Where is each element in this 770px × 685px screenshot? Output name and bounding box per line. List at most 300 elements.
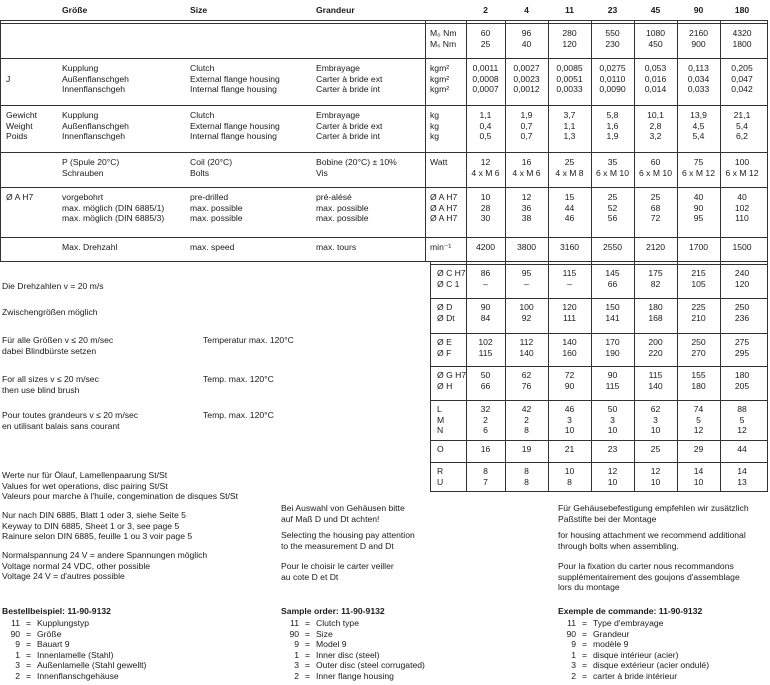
dim-value: 10 (650, 425, 661, 436)
value-cell: 1,1 (479, 110, 492, 120)
value-cell: 2,8 (649, 120, 662, 131)
dim-value: 190 (605, 347, 620, 358)
value-cell: 0,0110 (599, 73, 626, 84)
value-cell: 2160 (688, 28, 709, 38)
value-cell: 1500 (732, 242, 752, 252)
dim-label: U (437, 476, 444, 487)
dim-value: 3 (610, 414, 615, 425)
dim-value: 84 (480, 312, 491, 323)
row-symbol: Poids (6, 131, 28, 142)
label-de: Außenflanschgeh (62, 73, 129, 84)
dim-value: 62 (650, 404, 661, 414)
order-code: 3 (15, 660, 20, 671)
label-fr: max. possible (316, 213, 369, 224)
dim-value: 5 (696, 414, 701, 425)
dim-value: 275 (734, 337, 750, 347)
value-cell: 0,0033 (556, 84, 583, 95)
order-code: 1 (294, 649, 299, 660)
unit-label: M₀ Nm (430, 28, 457, 38)
rule-h (0, 261, 768, 262)
rule-v (720, 20, 721, 262)
label-en: pre-drilled (190, 192, 229, 202)
value-cell: 40 (737, 192, 747, 202)
value-cell: 1080 (645, 28, 666, 38)
dim-value: 115 (562, 268, 577, 278)
value-cell: 120 (562, 38, 577, 49)
value-cell: 0,016 (644, 73, 667, 84)
header-size-value: 11 (564, 5, 575, 15)
housing-note-fr: Pour le choisir le carter veiller (281, 561, 394, 571)
rule-v (591, 20, 592, 262)
value-cell: 1,3 (563, 131, 576, 142)
row-symbol: J (6, 74, 11, 84)
value-cell: 3160 (559, 242, 580, 252)
order-item: Kupplungstyp (37, 618, 90, 628)
value-cell: 96 (521, 28, 532, 38)
dim-label: Ø E (437, 337, 452, 347)
label-de: max. möglich (DIN 6885/3) (62, 213, 165, 224)
dim-value: 200 (648, 337, 663, 347)
value-cell: 4320 (732, 28, 752, 38)
label-fr: Carter à bride int (316, 131, 381, 142)
order-equals: = (305, 660, 311, 671)
dim-value: 115 (648, 370, 663, 380)
value-cell: 44 (564, 202, 575, 213)
order-item: Inner flange housing (316, 671, 394, 681)
value-cell: 36 (521, 202, 532, 213)
dim-value: 14 (737, 466, 747, 476)
dim-value: 295 (734, 347, 750, 358)
bolts-note-en: for housing attachment we recommend additional (558, 530, 746, 540)
rule-h (0, 20, 768, 21)
order-code: 11 (567, 618, 576, 628)
dim-value: 14 (693, 466, 704, 476)
value-cell: 0,0085 (556, 63, 583, 73)
dim-value: 145 (605, 268, 620, 278)
value-cell: 0,034 (687, 73, 710, 84)
order-equals: = (305, 628, 311, 639)
order-equals: = (26, 671, 32, 681)
value-cell: 2120 (645, 242, 666, 252)
wet-note: Values for wet operations, disc pairing St/St (2, 480, 168, 491)
dim-label: R (437, 466, 444, 476)
header-size-de: Größe (62, 5, 88, 15)
dim-value: 250 (734, 302, 750, 312)
value-cell: 28 (480, 202, 491, 213)
value-cell: 0,113 (688, 63, 709, 73)
value-cell: 3800 (516, 242, 537, 252)
dim-value: 10 (564, 466, 575, 476)
dim-value: 205 (734, 380, 750, 391)
value-cell: 0,0027 (513, 63, 540, 73)
label-de: Außenflanschgeh (62, 120, 129, 131)
label-de: Schrauben (62, 167, 104, 178)
dim-value: 102 (478, 337, 493, 347)
value-cell: 90 (693, 202, 704, 213)
rule-v (505, 20, 506, 262)
rule-h (430, 491, 768, 492)
dim-value: 44 (737, 444, 747, 454)
label-en: Clutch (190, 110, 215, 120)
dim-value: 72 (564, 370, 575, 380)
value-cell: 4 x M 6 (512, 167, 541, 178)
order-item: Innenlamelle (Stahl) (37, 649, 114, 660)
dim-value: 180 (734, 370, 750, 380)
value-cell: 900 (691, 38, 706, 49)
dim-value: 105 (691, 278, 706, 289)
order-code: 3 (294, 660, 299, 671)
label-fr: Embrayage (316, 110, 360, 120)
dim-value: 8 (567, 476, 572, 487)
value-cell: 95 (693, 213, 704, 224)
order-code: 2 (15, 671, 20, 681)
label-de: Kupplung (62, 63, 99, 73)
order-equals: = (582, 660, 588, 671)
dim-value: 90 (607, 370, 618, 380)
rule-v (634, 20, 635, 262)
order-equals: = (305, 639, 311, 650)
value-cell: 2550 (602, 242, 623, 252)
label-en: max. possible (190, 202, 243, 213)
value-cell: 46 (564, 213, 575, 224)
label-fr: Embrayage (316, 63, 360, 73)
dim-value: 90 (480, 302, 491, 312)
dim-value: 250 (691, 337, 706, 347)
dim-value: 120 (734, 278, 750, 289)
dim-value: 180 (648, 302, 663, 312)
dim-value: 210 (691, 312, 706, 323)
dim-value: 8 (524, 466, 529, 476)
dim-value: 12 (607, 466, 618, 476)
voltage-note: Voltage 24 V = d'autres possible (2, 571, 125, 582)
wet-note: Valeurs pour marche à l'huile, congemination de disques St/St (2, 491, 239, 502)
value-cell: 0,0008 (472, 73, 499, 84)
din-note: Keyway to DIN 6885, Sheet 1 or 3, see page 5 (2, 520, 180, 531)
rule-v (505, 262, 506, 492)
voltage-note: Voltage normal 24 VDC, other possible (2, 560, 151, 571)
order-item: modèle 9 (593, 639, 629, 650)
order-item: Außenlamelle (Stahl gewellt) (37, 660, 147, 671)
note-fr-2: en utilisant balais sans courant (2, 421, 120, 431)
order-code: 2 (571, 671, 576, 681)
order-equals: = (26, 639, 32, 650)
dim-label: Ø D (437, 302, 453, 312)
value-cell: 280 (562, 28, 577, 38)
dim-value: 19 (521, 444, 532, 454)
value-cell: 0,5 (479, 131, 492, 142)
label-fr: max. possible (316, 202, 369, 213)
dim-value: 225 (691, 302, 706, 312)
label-de: Kupplung (62, 110, 99, 120)
order-item: Größe (37, 628, 62, 639)
dim-value: 8 (524, 425, 529, 436)
dim-label: N (437, 425, 444, 436)
speed-note: Die Drehzahlen v = 20 m/s (2, 281, 104, 291)
value-cell: 0,0012 (513, 84, 540, 95)
label-de: Max. Drehzahl (62, 242, 118, 252)
dim-value: 8 (524, 476, 529, 487)
value-cell: 5,4 (692, 131, 705, 142)
header-size-fr: Grandeur (316, 5, 355, 15)
dim-value: 10 (564, 425, 575, 436)
value-cell: 6 x M 10 (639, 167, 672, 178)
note-en-1: For all sizes v ≤ 20 m/sec (2, 374, 99, 384)
value-cell: 10 (480, 192, 491, 202)
value-cell: 100 (734, 157, 750, 167)
order-equals: = (582, 639, 588, 650)
order-code: 2 (294, 671, 299, 681)
dim-value: 111 (562, 312, 577, 323)
dim-label: Ø Dt (437, 312, 455, 323)
dim-value: 155 (691, 370, 706, 380)
value-cell: 1,6 (606, 120, 619, 131)
housing-note-en: Selecting the housing pay attention (281, 530, 415, 540)
order-equals: = (582, 649, 588, 660)
value-cell: 60 (650, 157, 661, 167)
value-cell: 25 (650, 192, 661, 202)
din-note: Rainure selon DIN 6885, feuille 1 ou 3 voir page 5 (2, 531, 193, 542)
value-cell: 52 (607, 202, 618, 213)
dim-value: 115 (478, 347, 493, 358)
value-cell: 102 (734, 202, 750, 213)
dim-value: 270 (691, 347, 706, 358)
dim-value: 76 (521, 380, 532, 391)
value-cell: 3,2 (649, 131, 662, 142)
value-cell: 6,2 (736, 131, 748, 142)
value-cell: 15 (564, 192, 575, 202)
order-title: Bestellbeispiel: 11-90-9132 (2, 606, 111, 616)
dim-value: – (483, 278, 488, 289)
dim-value: 100 (519, 302, 534, 312)
rule-h (430, 333, 768, 334)
value-cell: 4,5 (692, 120, 705, 131)
row-symbol: Weight (6, 120, 33, 131)
dim-value: 42 (521, 404, 532, 414)
bolts-note-fr: lors du montage (558, 582, 620, 593)
label-de: P (Spule 20°C) (62, 157, 120, 167)
dim-value: 120 (562, 302, 577, 312)
value-cell: 1,1 (563, 120, 576, 131)
value-cell: 0,0023 (513, 73, 540, 84)
value-cell: 13,9 (690, 110, 707, 120)
value-cell: 35 (607, 157, 618, 167)
dim-label: M (437, 414, 445, 425)
intermediate-note: Zwischengrößen möglich (2, 307, 98, 317)
housing-note-de: auf Maß D und Dt achten! (281, 513, 380, 524)
dim-label: Ø F (437, 347, 452, 358)
dim-value: 46 (564, 404, 575, 414)
order-item: Inner disc (steel) (316, 649, 380, 660)
value-cell: 3,7 (563, 110, 576, 120)
voltage-note: Normalspannung 24 V = andere Spannungen möglich (2, 550, 208, 560)
label-fr: Vis (316, 167, 328, 178)
dim-value: 115 (605, 380, 620, 391)
rule-h (0, 237, 768, 238)
dim-value: 236 (734, 312, 750, 323)
value-cell: 550 (605, 28, 620, 38)
header-size-value: 180 (734, 5, 750, 15)
header-size-value: 90 (693, 5, 704, 15)
value-cell: 0,7 (520, 131, 533, 142)
unit-label: Ø A H7 (430, 213, 458, 224)
dim-value: 3 (567, 414, 572, 425)
value-cell: 56 (607, 213, 618, 224)
unit-label: kgm² (430, 63, 450, 73)
dim-label: Ø C H7 (437, 268, 466, 278)
dim-value: 66 (607, 278, 618, 289)
dim-value: 12 (737, 425, 747, 436)
rule-v (677, 262, 678, 492)
dim-value: 66 (480, 380, 491, 391)
order-equals: = (305, 649, 311, 660)
value-cell: 0,014 (644, 84, 667, 95)
order-code: 9 (294, 639, 299, 650)
order-item: Clutch type (316, 618, 359, 628)
unit-label: Ø A H7 (430, 192, 458, 202)
order-item: carter à bride intérieur (593, 671, 678, 681)
rule-v (634, 262, 635, 492)
unit-label: kg (430, 110, 440, 120)
label-fr: pré-alésé (316, 192, 352, 202)
order-item: Size (316, 628, 333, 639)
note-de-2: dabei Blindbürste setzen (2, 346, 97, 356)
dim-value: 170 (605, 337, 620, 347)
label-de: Innenflanschgeh (62, 84, 126, 95)
label-en: External flange housing (190, 73, 280, 84)
dim-value: 92 (521, 312, 532, 323)
value-cell: 1800 (732, 38, 752, 49)
order-item: Bauart 9 (37, 639, 70, 650)
label-fr: Bobine (20°C) ± 10% (316, 157, 397, 167)
wet-note: Werte nur für Ölauf, Lamellenpaarung St/St (2, 470, 168, 480)
unit-label: min⁻¹ (430, 242, 452, 252)
bolts-note-fr: Pour la fixation du carter nous recommandons (558, 561, 734, 571)
dim-value: – (567, 278, 572, 289)
rule-h (430, 366, 768, 367)
housing-note-en: to the measurement D and Dt (281, 540, 394, 551)
value-cell: 4 x M 8 (555, 167, 584, 178)
note-de-temp: Temperatur max. 120°C (203, 335, 294, 345)
order-item: disque intérieur (acier) (593, 649, 679, 660)
order-equals: = (26, 618, 32, 628)
dim-value: 10 (650, 476, 661, 487)
value-cell: 110 (735, 213, 749, 224)
order-code: 11 (11, 618, 20, 628)
row-symbol: Ø A H7 (6, 192, 34, 202)
dim-value: 95 (521, 268, 532, 278)
note-de-1: Für alle Größen v ≤ 20 m/sec (2, 335, 114, 345)
row-symbol: Gewicht (6, 110, 38, 120)
header-size-value: 45 (650, 5, 661, 15)
bolts-note-de: Für Gehäusebefestigung empfehlen wir zusätzlich (558, 503, 749, 513)
value-cell: 0,033 (687, 84, 710, 95)
label-en: Clutch (190, 63, 215, 73)
order-item: Model 9 (316, 639, 347, 650)
value-cell: 4 x M 6 (471, 167, 500, 178)
order-item: Innenflanschgehäuse (37, 671, 119, 681)
value-cell: 16 (521, 157, 532, 167)
label-en: Internal flange housing (190, 131, 277, 142)
value-cell: 6 x M 12 (682, 167, 715, 178)
label-en: max. possible (190, 213, 243, 224)
value-cell: 38 (521, 213, 532, 224)
rule-v (677, 20, 678, 262)
order-code: 90 (10, 628, 20, 639)
label-fr: Carter à bride ext (316, 73, 383, 84)
order-code: 11 (290, 618, 299, 628)
bolts-note-fr: supplémentairement des goujons d'assemblage (558, 571, 740, 582)
dim-value: 2 (483, 414, 488, 425)
value-cell: 0,4 (479, 120, 492, 131)
order-equals: = (305, 618, 311, 628)
dim-label: Ø G H7 (437, 370, 467, 380)
value-cell: 0,053 (644, 63, 667, 73)
unit-label: kg (430, 131, 440, 142)
label-de: Innenflanschgeh (62, 131, 126, 142)
unit-label: kgm² (430, 73, 450, 84)
order-code: 1 (15, 649, 20, 660)
rule-h (430, 264, 768, 265)
dim-value: 23 (607, 444, 618, 454)
value-cell: 12 (521, 192, 532, 202)
dim-value: 86 (480, 268, 491, 278)
value-cell: 68 (650, 202, 661, 213)
value-cell: 0,042 (731, 84, 753, 95)
value-cell: 0,0051 (556, 73, 583, 84)
rule-v (425, 20, 426, 262)
rule-v (0, 20, 1, 262)
value-cell: 21,1 (733, 110, 751, 120)
rule-h (430, 440, 768, 441)
order-equals: = (582, 628, 588, 639)
dim-value: 150 (605, 302, 620, 312)
dim-value: 12 (693, 425, 704, 436)
dim-value: 88 (737, 404, 747, 414)
dim-value: 12 (650, 466, 661, 476)
label-de: vorgebohrt (62, 192, 104, 202)
rule-v (466, 262, 467, 492)
value-cell: 0,0007 (472, 84, 499, 95)
value-cell: 75 (693, 157, 704, 167)
label-en: Bolts (190, 167, 210, 178)
value-cell: 25 (480, 38, 491, 49)
header-size-value: 2 (483, 5, 488, 15)
housing-note-de: Bei Auswahl von Gehäusen bitte (281, 503, 405, 513)
dim-value: 13 (737, 476, 747, 487)
order-equals: = (26, 628, 32, 639)
dim-value: 140 (562, 337, 577, 347)
value-cell: 25 (607, 192, 618, 202)
dim-value: 62 (521, 370, 532, 380)
dim-label: Ø H (437, 380, 453, 391)
dim-value: 5 (739, 414, 745, 425)
order-code: 3 (571, 660, 576, 671)
dim-value: 82 (650, 278, 661, 289)
rule-v (767, 20, 768, 492)
value-cell: 450 (648, 38, 663, 49)
din-note: Nur nach DIN 6885, Blatt 1 oder 3, siehe Seite 5 (2, 510, 186, 520)
order-code: 1 (571, 649, 576, 660)
value-cell: 40 (521, 38, 532, 49)
bolts-note-de: Paßstifte bei der Montage (558, 513, 657, 524)
dim-value: 180 (691, 380, 706, 391)
order-item: disque extérieur (acier ondulé) (593, 660, 710, 671)
value-cell: 0,7 (520, 120, 533, 131)
header-size-value: 23 (607, 5, 618, 15)
label-en: Coil (20°C) (190, 157, 233, 167)
value-cell: 0,205 (731, 63, 753, 73)
dim-value: 112 (519, 337, 534, 347)
